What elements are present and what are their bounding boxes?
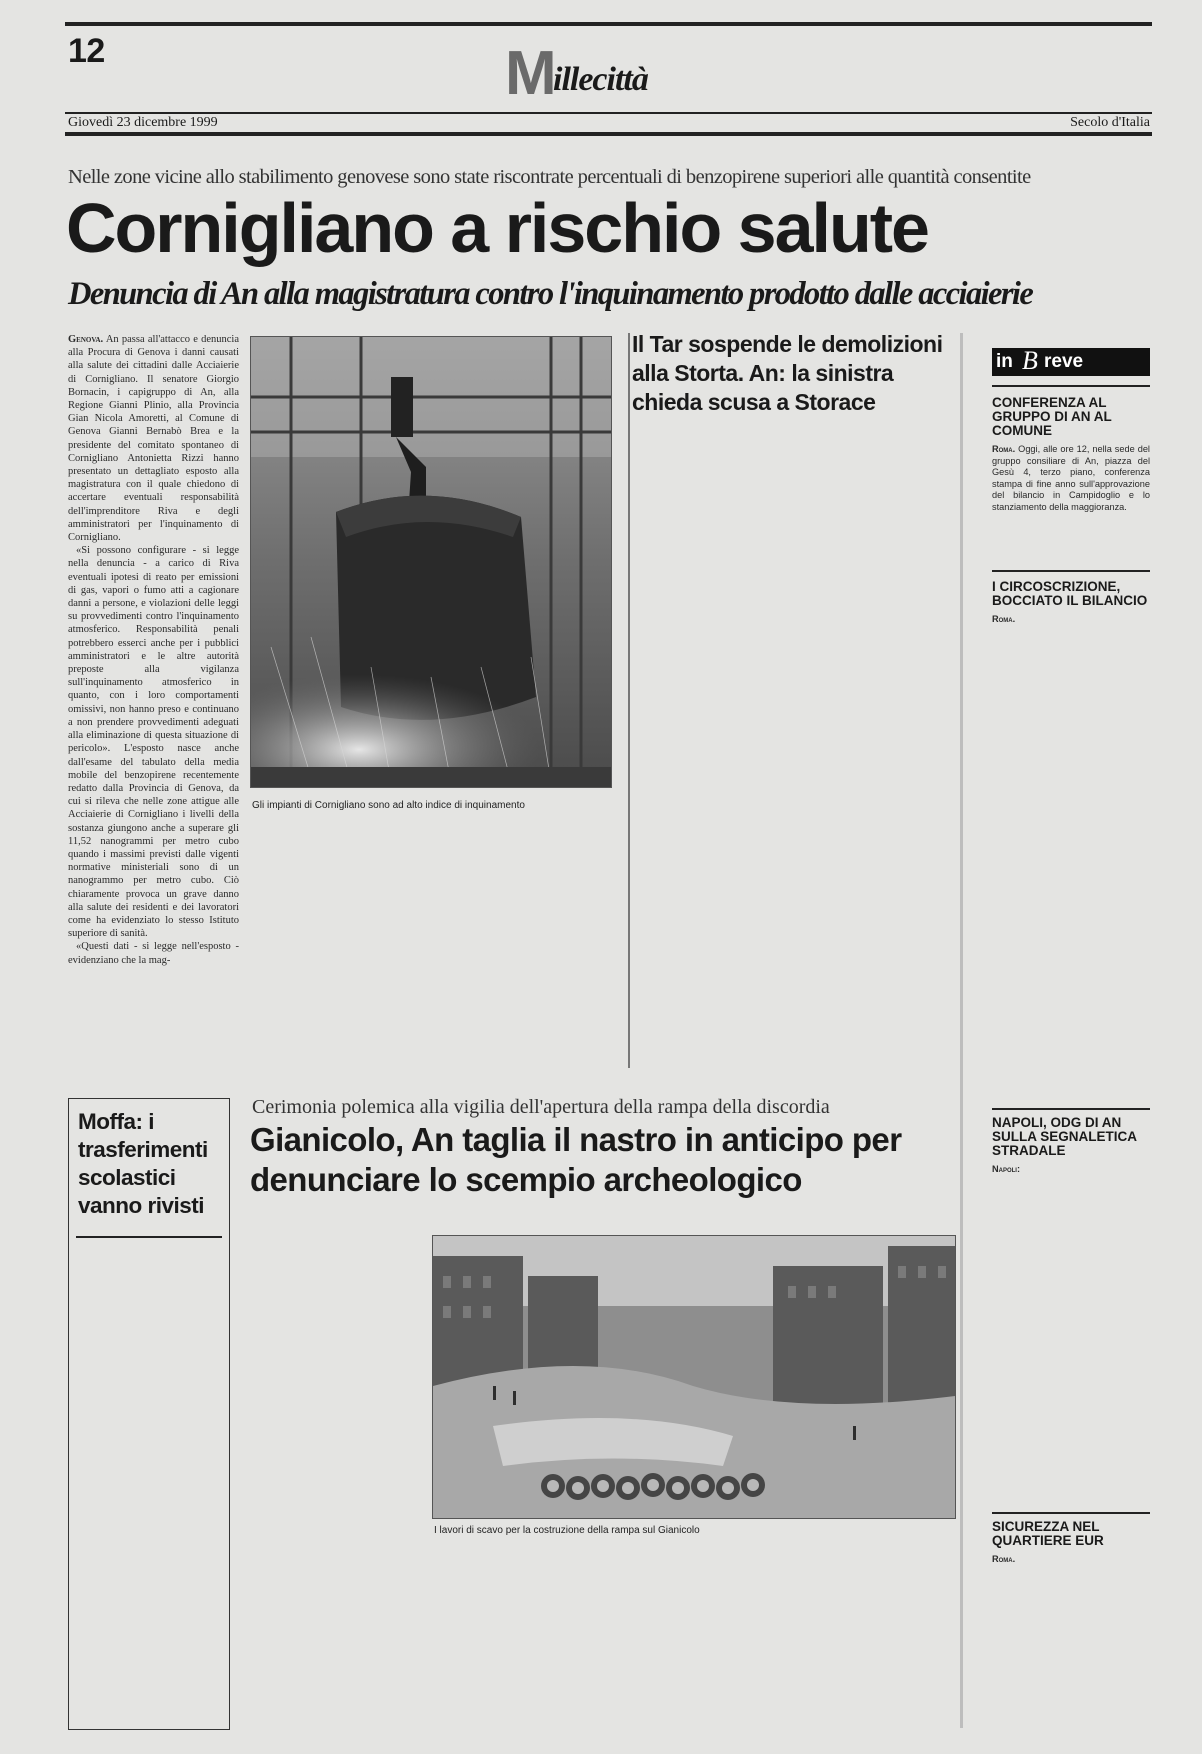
main-photo-caption: Gli impianti di Cornigliano sono ad alto indice di inquinamento [252,800,525,811]
page-number: 12 [68,32,105,70]
steelworks-image [251,337,611,787]
section-first-letter: M [505,39,557,108]
brief-item [992,396,1150,514]
in-breve-prefix: in [996,351,1013,372]
issue-date: Giovedì 23 dicembre 1999 [68,115,218,130]
brief-title: SICUREZZA NEL QUARTIERE EUR [992,1519,1104,1548]
brief-rule-2 [992,1108,1150,1110]
main-subhead: Denuncia di An alla magistratura contro l'inquinamento prodotto dalle acciaierie [68,276,1033,312]
brief-rule-3 [992,1512,1150,1514]
brief-item [992,580,1150,626]
cornigliano-steelworks-photo [250,336,612,788]
moffa-headline: Moffa: i trasferimenti scolastici vanno rivisti [78,1109,208,1218]
gianicolo-headline: Gianicolo, An taglia il nastro in anticipo per denunciare lo scempio archeologico [250,1121,902,1198]
main-headline: Cornigliano a rischio salute [66,189,928,267]
excavation-image [433,1236,955,1518]
header-rule-2 [65,132,1152,136]
in-breve-script-letter: B [1022,346,1038,375]
in-breve-banner [992,348,1150,376]
gianicolo-photo-caption: I lavori di scavo per la costruzione della rampa sul Gianicolo [434,1525,700,1536]
main-kicker: Nelle zone vicine allo stabilimento genovese sono state riscontrate percentuali di benzopirene superiori alle quantità consentite [68,166,1031,188]
gianicolo-kicker: Cerimonia polemica alla vigilia dell'apertura della rampa della discordia [252,1096,830,1118]
brief-body: Oggi, alle ore 12, nella sede del gruppo consiliare di An, piazza del Gesù 4, terzo piano, conferenza stampa di fine anno sull'approvazione del bilancio in Campidoglio e lo stanziamento della maggioranza. [992,444,1150,512]
column-divider-1 [628,333,630,1068]
main-paragraph-2: «Si possono configurare - si legge nella denuncia - a carico di Riva eventuali ipotesi di reato per emissioni di gas, vapori o fumo atti a cagionare danni a persone, e violazioni delle leggi su provvedimenti contro l'inquinamento atmosferico. Responsabilità penali potrebbero esserci anche per i pubblici amministratori e le altre autorità preposte alla vigilanza sull'inquinamento atmosferico in quanto, con i loro comportamenti omissivi, non hanno preso e continuano a non prendere provvedimenti adeguati alla eliminazione di questa situazione di pericolo». L'esposto nasce anche dall'esame del tabulato della media mobile del benzopirene recentemente redatto dalla Provincia di Genova, da cui si rileva che nelle zone attigue alle Acciaierie di Cornigliano i livelli della sostanza giungono anche a superare gli 11,52 nanogrammi per metro cubo quando i massimi previsti dalle vigenti normative ministeriali sono di un nanogrammo per metro cubo. Ciò chiaramente provoca un grave danno alla salute dei residenti e dei lavoratori come ha evidenziato lo stesso Istituto superiore di sanità. [68,545,239,940]
brief-rule-1 [992,570,1150,572]
top-rule [65,22,1152,26]
main-dateline: Genova. [68,334,104,345]
brief-title: CONFERENZA AL GRUPPO DI AN AL COMUNE [992,395,1112,438]
brief-dateline: Roma. [992,444,1016,454]
section-name: illecittà [553,61,648,98]
brief-dateline: Napoli: [992,1164,1021,1174]
header-rule-1 [65,112,1152,114]
brief-rule-0 [992,385,1150,387]
in-breve-rest: reve [1044,351,1084,372]
brief-item [992,1520,1150,1566]
moffa-rule [76,1236,222,1238]
brief-dateline: Roma. [992,1554,1016,1564]
brief-title: I CIRCOSCRIZIONE, BOCCIATO IL BILANCIO [992,579,1148,608]
brief-title: NAPOLI, ODG DI AN SULLA SEGNALETICA STRADALE [992,1115,1137,1158]
tar-headline: Il Tar sospende le demolizioni alla Storta. An: la sinistra chieda scusa a Storace [632,331,943,415]
main-lede: An passa all'attacco e denuncia alla Procura di Genova i danni causati alla salute dei cittadini dalle Acciaierie di Cornigliano. Il senatore Giorgio Bornacin, i capigruppo di An, alla Regione Gianni Plinio, alla Provincia Gian Nicola Amoretti, al Comune di Genova Gianni Bernabò Brea e la presidente del comitato spontaneo di Cornigliano Antonietta Rizzi hanno presentato un dettagliato esposto alla magistratura con il quale chiedono di accertare eventuali responsabilità dell'imprenditore Riva e degli amministratori per l'inquinamento di Cornigliano. [68,334,239,544]
publication-name: Secolo d'Italia [1070,115,1150,130]
brief-dateline: Roma. [992,614,1016,624]
main-paragraph-3: «Questi dati - si legge nell'esposto - evidenziano che la mag- [68,941,239,966]
brief-column-divider [960,333,963,1728]
brief-item [992,1116,1150,1176]
main-story-column-1 [68,333,239,1075]
gianicolo-excavation-photo [432,1235,956,1519]
section-masthead [505,39,705,108]
